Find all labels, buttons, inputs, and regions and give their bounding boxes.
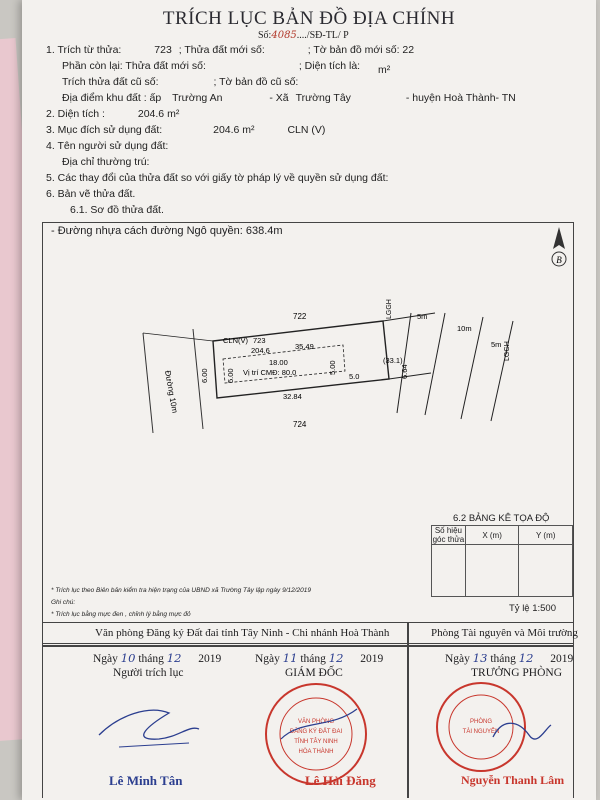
sig2-month-label: tháng <box>300 653 326 665</box>
scale-label: Tỷ lệ 1:500 <box>509 603 556 614</box>
sig3-name: Nguyễn Thanh Lâm <box>461 773 565 787</box>
info-line-7: 4. Tên người sử dụng đất: <box>46 140 169 152</box>
lgoh-line-4 <box>491 321 513 421</box>
l2-unit: m² <box>378 64 391 76</box>
coords-cell <box>432 545 466 597</box>
signature-header-divider <box>43 645 573 647</box>
office-right: Phòng Tài nguyên và Môi trường <box>431 627 578 639</box>
dim-top: 35.49 <box>295 342 314 351</box>
sig3-month: 12 <box>518 651 534 665</box>
signature-column-divider <box>407 623 409 798</box>
parcel-bottom-label: 724 <box>293 420 307 429</box>
sig1-name: Lê Minh Tân <box>109 773 183 788</box>
coords-col-y: Y (m) <box>519 526 573 545</box>
svg-text:ĐĂNG KÝ ĐẤT ĐAI: ĐĂNG KÝ ĐẤT ĐAI <box>289 729 343 735</box>
sig3-day: 13 <box>472 651 488 665</box>
coords-title: 6.2 BẢNG KÊ TỌA ĐỘ <box>453 513 550 524</box>
sig1-day: 10 <box>120 651 136 665</box>
l4-label: Địa điểm khu đất : ấp <box>62 92 162 104</box>
l1-parcel: 723 <box>154 44 172 56</box>
dim-inner-left: 5.00 <box>226 368 235 383</box>
sig3-month-label: tháng <box>490 653 516 665</box>
sig3-stamp <box>433 677 553 777</box>
north-arrow-icon <box>552 227 566 266</box>
dist-5m-a: 5m <box>417 312 428 321</box>
office-left: Văn phòng Đăng ký Đất đai tỉnh Tây Ninh - Chi nhánh Hoà Thành <box>95 627 390 639</box>
coords-cell <box>465 545 519 597</box>
l6-label: 3. Mục đích sử dụng đất: <box>46 124 163 136</box>
dim-left: 6.00 <box>200 368 209 383</box>
sig2-year: 2019 <box>360 653 384 665</box>
sig1-role: Người trích lục <box>113 667 184 679</box>
sig1-year: 2019 <box>198 653 222 665</box>
info-line-1 <box>46 44 414 56</box>
dim-ext: (33.1) <box>383 356 403 365</box>
coords-col-corner: Số hiệu góc thửa <box>432 526 465 544</box>
coords-cell <box>519 545 573 597</box>
sig2-date-label: Ngày <box>255 653 280 665</box>
info-line-5 <box>46 108 179 120</box>
info-line-4 <box>62 92 516 104</box>
sig2-date <box>255 651 383 665</box>
road-edge-left <box>143 333 153 433</box>
signature-section <box>42 622 578 798</box>
l4-district: - huyện Hoà Thành- TN <box>405 92 516 104</box>
cadastral-extract-paper <box>22 0 596 800</box>
parcel-code: CLN(V) <box>223 336 249 345</box>
sig3-year: 2019 <box>550 653 574 665</box>
l3-label: Trích thửa đất cũ số: <box>62 76 159 88</box>
cmd-label: Vị trí CMĐ: 80.0 <box>243 368 297 377</box>
dist-10m: 10m <box>457 324 472 333</box>
l2-label: Phần còn lại: Thửa đất mới số: <box>62 60 206 72</box>
l6-purpose: CLN (V) <box>287 124 326 136</box>
svg-text:PHÒNG: PHÒNG <box>469 719 493 725</box>
document-title: TRÍCH LỤC BẢN ĐỒ ĐỊA CHÍNH <box>162 8 456 29</box>
so-handwritten: 4085 <box>271 30 297 41</box>
sig3-date-label: Ngày <box>445 653 470 665</box>
north-label: B <box>556 255 562 265</box>
dim-bottom: 32.84 <box>283 392 302 401</box>
l4-hamlet: Trường An <box>172 92 223 104</box>
map-road-note: - Đường nhựa cách đường Ngô quyền: 638.4m <box>51 225 283 237</box>
sig2-name: Lê Hải Đăng <box>305 773 376 788</box>
l4-commune-label: - Xã <box>269 92 289 104</box>
dim-5: 5.0 <box>349 372 360 381</box>
l5-label: 2. Diện tích : <box>46 108 105 120</box>
parcel-front-top <box>143 333 213 341</box>
coords-col-x: X (m) <box>465 526 519 545</box>
sig3-role: TRƯỞNG PHÒNG <box>471 667 563 679</box>
ext-bottom <box>389 373 431 379</box>
l2-area-label: ; Diện tích là: <box>298 60 361 72</box>
info-line-10: 6. Bản vẽ thửa đất. <box>46 188 136 200</box>
l4-commune: Trường Tây <box>295 92 351 104</box>
sig2-day: 11 <box>282 651 298 665</box>
sig1-month-label: tháng <box>138 653 164 665</box>
sig1-date-label: Ngày <box>93 653 118 665</box>
info-line-6 <box>46 124 325 136</box>
l6-area: 204.6 m² <box>213 124 255 136</box>
coords-table <box>431 525 573 597</box>
info-line-2 <box>62 60 360 72</box>
parcel-outline <box>213 321 389 398</box>
parcel-area: 204.6 <box>251 346 270 355</box>
note-3: * Trích lục bằng mực đen , chỉnh lý bằng mực đỏ <box>51 611 191 618</box>
parcel-top-label: 722 <box>293 312 307 321</box>
info-line-8: Địa chỉ thường trú: <box>62 156 150 168</box>
svg-text:TỈNH TÂY NINH: TỈNH TÂY NINH <box>294 739 338 745</box>
svg-text:VĂN PHÒNG: VĂN PHÒNG <box>297 719 335 725</box>
sig2-role: GIÁM ĐỐC <box>285 667 343 679</box>
lgoh-line-2 <box>425 313 445 415</box>
parcel-number: 723 <box>253 336 266 345</box>
info-line-11: 6.1. Sơ đồ thửa đất. <box>70 204 164 216</box>
sig1-date <box>93 651 221 665</box>
so-suffix: ..../SĐ-TL/ P <box>296 30 349 41</box>
l1-new-map: ; Tờ bản đồ mới số: 22 <box>307 44 415 56</box>
l3-old-map: ; Tờ bản đồ cũ số: <box>213 76 299 88</box>
lgoh-label-1: LGGH <box>386 299 393 319</box>
lgoh-label-2: LGGH <box>504 341 511 361</box>
dim-right: 6.64 <box>400 364 409 379</box>
road-label: Đường 10m <box>163 369 180 414</box>
note-1: * Trích lục theo Biên bản kiểm tra hiện trạng của UBND xã Trường Tây lập ngày 9/12/2019 <box>51 587 311 594</box>
parcel-map-frame <box>42 222 574 644</box>
svg-text:HÒA THÀNH: HÒA THÀNH <box>298 749 334 755</box>
note-2: Ghi chú: <box>51 599 76 606</box>
dist-5m-b: 5m <box>491 340 502 349</box>
info-line-3 <box>62 76 298 88</box>
info-line-9: 5. Các thay đổi của thửa đất so với giấy tờ pháp lý về quyền sử dụng đất: <box>46 172 389 184</box>
document-number <box>258 30 349 41</box>
sig1-signature <box>89 695 209 755</box>
dim-inner-top: 18.00 <box>269 358 288 367</box>
sig3-date <box>445 651 573 665</box>
l1-label: 1. Trích từ thửa: <box>46 44 122 56</box>
so-label: Số: <box>258 30 272 41</box>
dim-inner-mid: 5.00 <box>328 360 337 375</box>
l1-new-parcel: ; Thửa đất mới số: <box>178 44 265 56</box>
sig2-month: 12 <box>328 651 344 665</box>
l5-area: 204.6 m² <box>137 108 180 120</box>
svg-text:TÀI NGUYÊN: TÀI NGUYÊN <box>462 729 500 735</box>
sig1-month: 12 <box>166 651 182 665</box>
